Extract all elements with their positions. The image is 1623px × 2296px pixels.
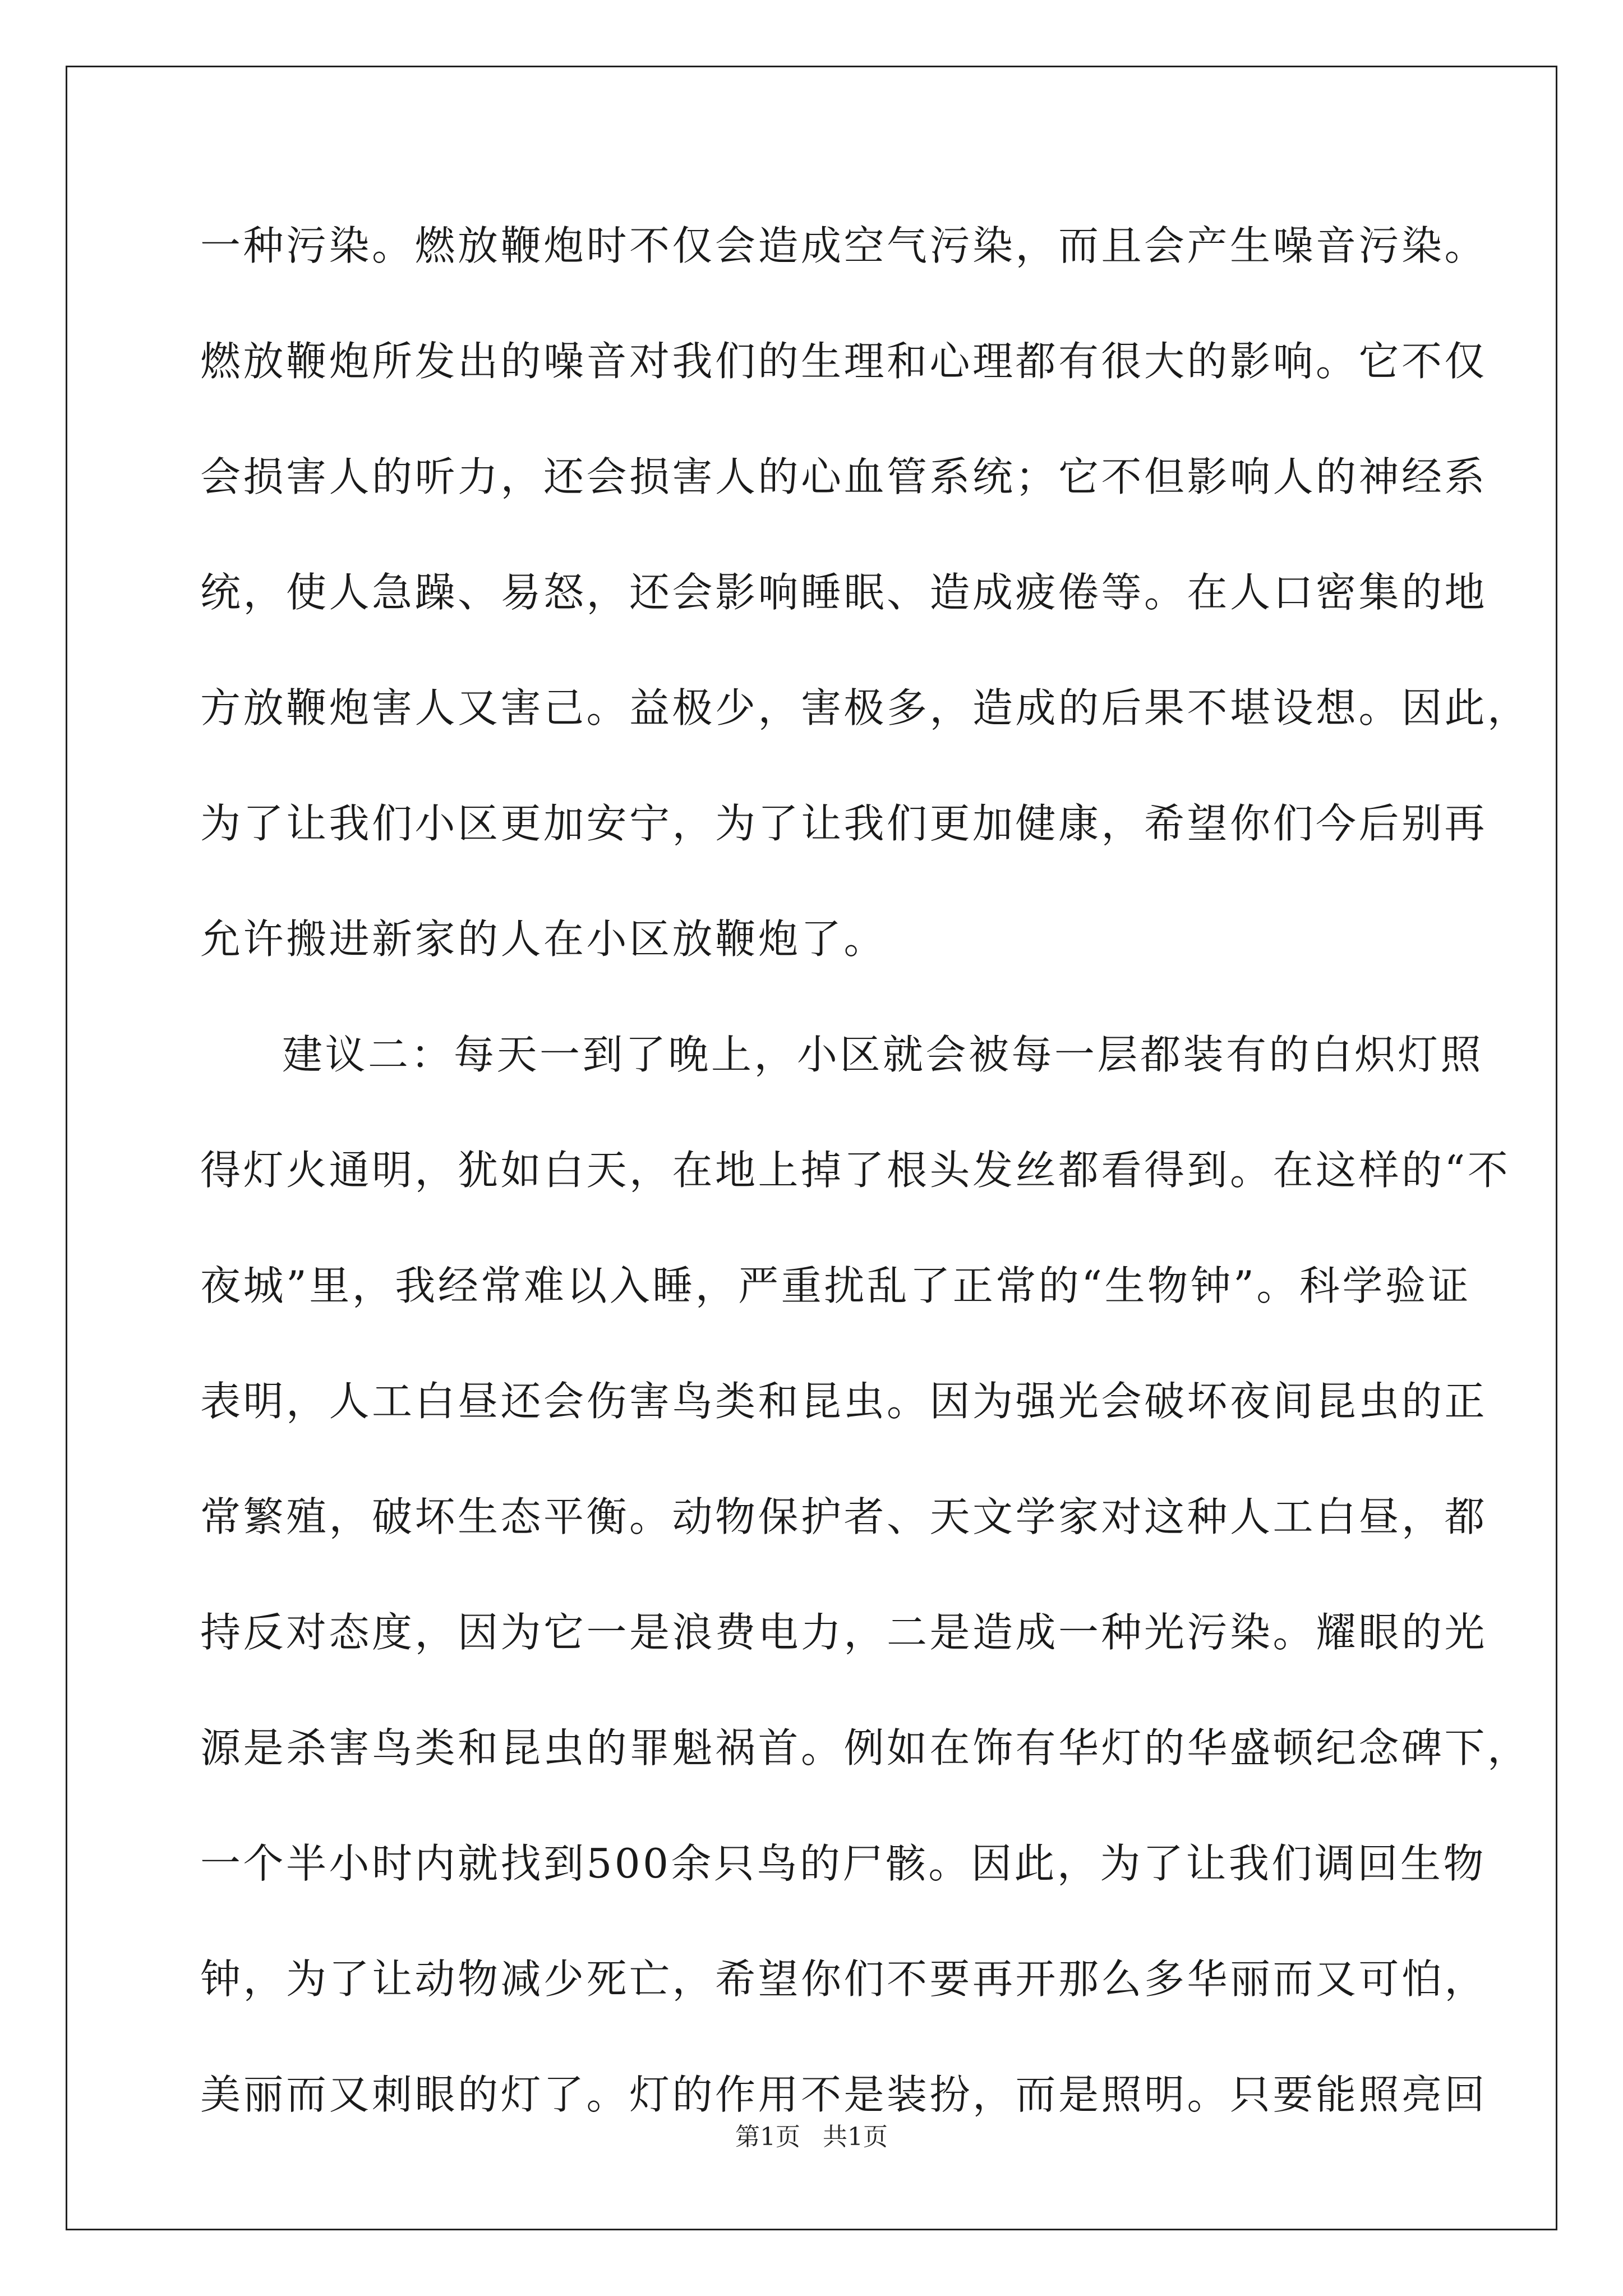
text-line: 一种污染。燃放鞭炮时不仅会造成空气污染，而且会产生噪音污染。 (200, 222, 1488, 269)
text-line: 一个半小时内就找到500余只鸟的尸骸。因此，为了让我们调回生物 (200, 1840, 1486, 1887)
page-number: 第1页 (735, 2123, 800, 2151)
text-line: 持反对态度，因为它一是浪费电力，二是造成一种光污染。耀眼的光 (200, 1609, 1488, 1656)
text-line: 统，使人急躁、易怒，还会影响睡眠、造成疲倦等。在人口密集的地 (200, 569, 1488, 616)
text-line: 方放鞭炮害人又害己。益极少，害极多，造成的后果不堪设想。因此， (200, 684, 1530, 731)
text-line: 钟，为了让动物减少死亡，希望你们不要再开那么多华丽而又可怕， (200, 1955, 1488, 2003)
text-line: 表明，人工白昼还会伤害鸟类和昆虫。因为强光会破坏夜间昆虫的正 (200, 1378, 1488, 1425)
text-line: 燃放鞭炮所发出的噪音对我们的生理和心理都有很大的影响。它不仅 (200, 338, 1488, 385)
text-line: 源是杀害鸟类和昆虫的罪魁祸首。例如在饰有华灯的华盛顿纪念碑下， (200, 1724, 1530, 1772)
paragraph-first-line: 建议二：每天一到了晚上，小区就会被每一层都装有的白炽灯照 (282, 1031, 1484, 1078)
text-line: 允许搬进新家的人在小区放鞭炮了。 (200, 915, 887, 963)
text-line: 常繁殖，破坏生态平衡。动物保护者、天文学家对这种人工白昼，都 (200, 1493, 1488, 1540)
text-line: 夜城”里，我经常难以入睡，严重扰乱了正常的“生物钟”。科学验证 (200, 1262, 1471, 1309)
page-total: 共1页 (823, 2123, 888, 2151)
text-line: 美丽而又刺眼的灯了。灯的作用不是装扮，而是照明。只要能照亮回 (200, 2071, 1488, 2118)
text-line: 会损害人的听力，还会损害人的心血管系统；它不但影响人的神经系 (200, 453, 1488, 500)
text-line: 得灯火通明，犹如白天，在地上掉了根头发丝都看得到。在这样的“不 (200, 1147, 1511, 1194)
text-line: 为了让我们小区更加安宁，为了让我们更加健康，希望你们今后别再 (200, 800, 1488, 847)
page-footer (0, 2116, 1623, 2152)
document-body (200, 218, 1530, 2182)
